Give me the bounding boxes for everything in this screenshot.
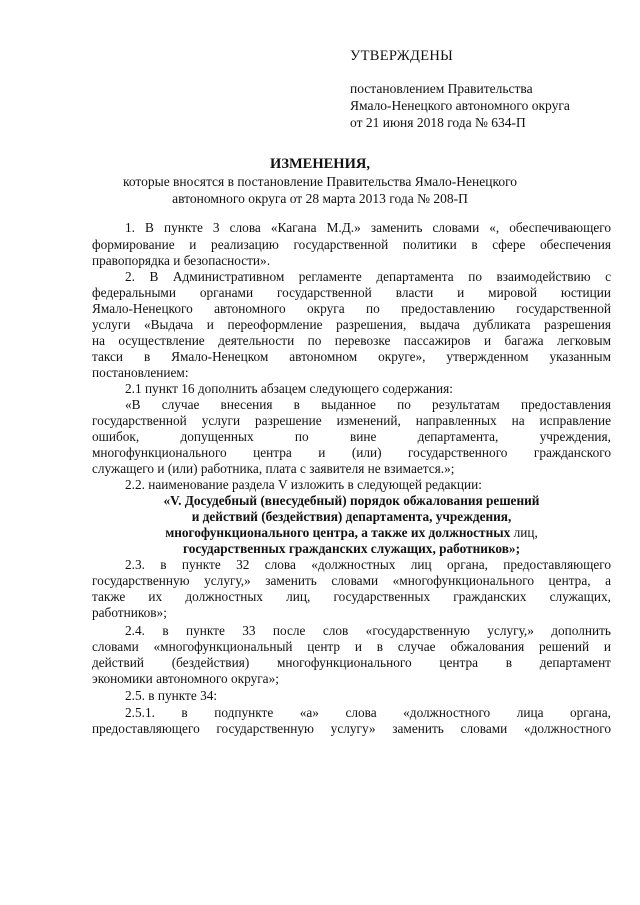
approval-line-2: Ямало-Ненецкого автономного округа: [350, 98, 570, 113]
text-line: Ямало-Ненецкого автономного округа по предоставлению государственной: [92, 301, 611, 316]
document-subtitle-line-1: которые вносятся в постановление Правительства Ямало-Ненецкого: [122, 174, 518, 189]
text-line: 2.5. в пункте 34:: [125, 688, 218, 703]
section-heading-normal-part: лиц,: [510, 525, 538, 540]
text-line: «В случае внесения в выданное по результатам предоставления: [125, 397, 611, 412]
text-line: экономики автономного округа»;: [92, 671, 279, 686]
text-line: также их должностных лиц, государственных гражданских служащих,: [92, 589, 611, 604]
section-heading-line-1: «V. Досудебный (внесудебный) порядок обжалования решений: [163, 493, 540, 508]
text-line: 2.4. в пункте 33 после слов «государственную услугу,» дополнить: [125, 623, 611, 638]
text-line: словами «многофункциональный центр и в случае обжалования решений и: [92, 639, 611, 654]
document-title: ИЗМЕНЕНИЯ,: [270, 156, 370, 172]
text-line: государственную услугу,» заменить словами «многофункционального центра, а: [92, 573, 611, 588]
text-line: на осуществление деятельности по перевозке пассажиров и багажа легковым: [92, 333, 611, 348]
text-line: действий (бездействия) многофункционального центра в департамент: [92, 655, 611, 670]
text-line: федеральными органами государственной власти и мировой юстиции: [92, 285, 611, 300]
document-subtitle-line-2: автономного округа от 28 марта 2013 года № 208-П: [172, 191, 468, 206]
text-line: работников»;: [92, 605, 167, 620]
approved-heading: УТВЕРЖДЕНЫ: [350, 48, 454, 64]
approval-line-3: от 21 июня 2018 года № 634-П: [350, 115, 526, 130]
section-heading-line-2: и действий (бездействия) департамента, учреждения,: [191, 509, 512, 524]
text-line: такси в Ямало-Ненецком автономном округе», утвержденном указанным: [92, 349, 611, 364]
text-line: 2.3. в пункте 32 слова «должностных лиц органа, предоставляющего: [125, 557, 611, 572]
section-heading-bold-part: многофункционального центра, а также их должностных: [165, 525, 511, 540]
text-line: услуги «Выдача и переоформление разрешения, выдача дубликата разрешения: [92, 317, 611, 332]
text-line: 2.1 пункт 16 дополнить абзацем следующего содержания:: [125, 381, 453, 396]
text-line: ошибок, допущенных по вине департамента, учреждения,: [92, 429, 611, 444]
text-line: постановлением:: [92, 365, 189, 380]
text-line: 2. В Административном регламенте департамента по взаимодействию с: [125, 269, 611, 284]
text-line: 2.2. наименование раздела V изложить в следующей редакции:: [125, 477, 482, 492]
text-line: государственной услуги разрешение изменений, направленных на исправление: [92, 413, 611, 428]
text-line: многофункционального центра и (или) государственного гражданского: [92, 445, 611, 460]
approval-line-1: постановлением Правительства: [350, 81, 533, 96]
text-line: предоставляющего государственную услугу» заменить словами «должностного: [92, 721, 611, 736]
text-line: служащего и (или) работника, плата с заявителя не взимается.»;: [92, 461, 455, 476]
text-line: 1. В пункте 3 слова «Кагана М.Д.» заменить словами «, обеспечивающего: [125, 220, 611, 235]
section-heading-line-3: [92, 525, 611, 541]
text-line: правопорядка и безопасности».: [92, 253, 271, 268]
section-heading-line-4: государственных гражданских служащих, работников»;: [182, 541, 521, 556]
text-line: формирование и реализацию государственной политики в сфере обеспечения: [92, 237, 611, 252]
text-line: 2.5.1. в подпункте «а» слова «должностного лица органа,: [125, 705, 611, 720]
